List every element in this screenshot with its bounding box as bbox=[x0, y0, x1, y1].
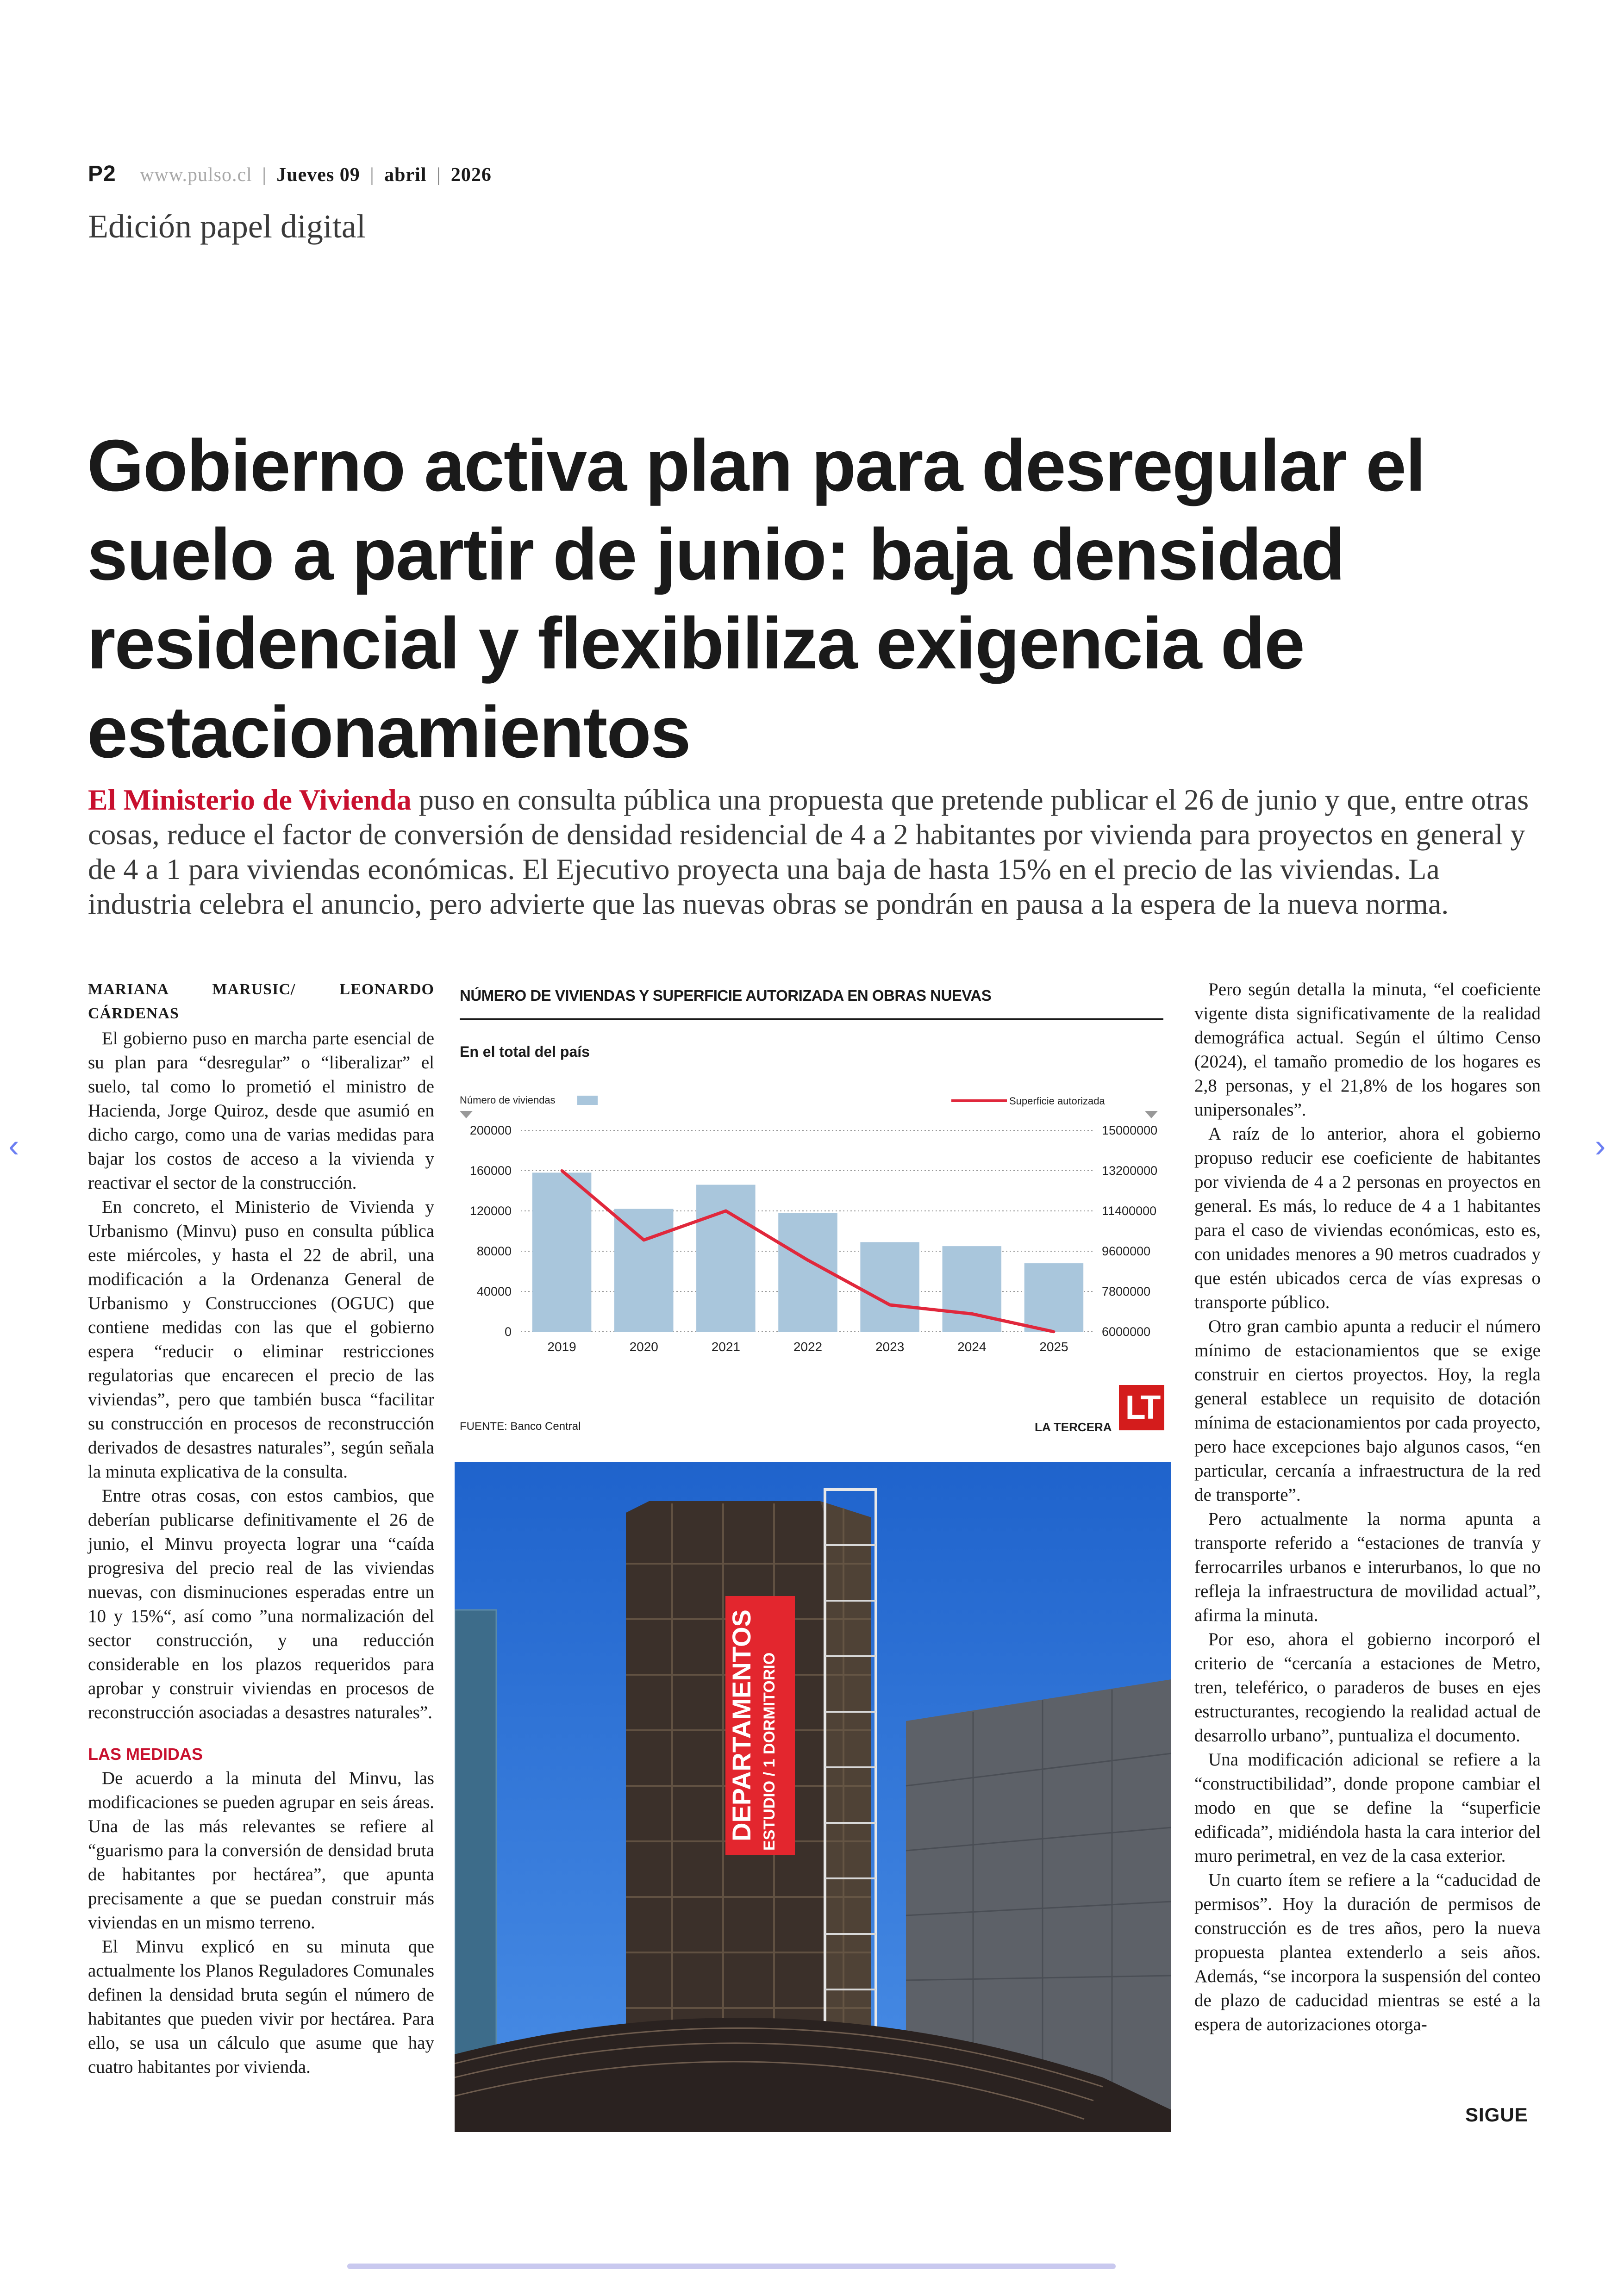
chart-divider bbox=[460, 1018, 1163, 1020]
chart-line-point bbox=[888, 1303, 891, 1306]
paragraph: De acuerdo a la minuta del Minvu, las modificaciones se pueden agrupar en seis áreas. Una de las más relevantes se refiere al “guarismo para la conversión de densidad bruta de habitantes por hectárea”, que apunta precisamente a que se puedan construir más viviendas en un mismo terreno. bbox=[88, 1768, 434, 1933]
la-tercera-logo: LT bbox=[1119, 1385, 1164, 1430]
banner-text-main: DEPARTAMENTOS bbox=[727, 1609, 756, 1841]
page-folio bbox=[88, 161, 492, 187]
chart-plot bbox=[456, 1070, 1171, 1413]
chart-bar bbox=[614, 1209, 674, 1332]
folio-divider: | bbox=[370, 164, 375, 186]
y-tick-right: 7800000 bbox=[1102, 1285, 1151, 1298]
lede-text: puso en consulta pública una propuesta que pretende publicar el 26 de junio y que, entre otras cosas, reduce el factor de conversión de densidad residencial de 4 a 2 habitantes por vivienda para proyectos en general y de 4 a 1 para viviendas económicas. El Ejecutivo proyecta una baja de hasta 15% en el precio de las viviendas. La industria celebra el anuncio, pero advierte que las nuevas obras se pondrán en pausa a la espera de la nueva norma. bbox=[88, 783, 1529, 920]
paragraph: Pero actualmente la norma apunta a transporte referido a “estaciones de tranvía y ferrocarriles urbanos e interurbanos, lo que no refleja la infraestructura de movilidad actual”, afirma la minuta. bbox=[1194, 1509, 1541, 1625]
y-tick-right: 9600000 bbox=[1102, 1244, 1151, 1258]
lede-highlight: El Ministerio de Vivienda bbox=[88, 783, 412, 816]
section-subhead: LAS MEDIDAS bbox=[88, 1745, 203, 1764]
axis-marker-icon bbox=[1145, 1111, 1158, 1118]
next-page-icon[interactable]: › bbox=[1595, 1128, 1606, 1164]
paragraph: Por eso, ahora el gobierno incorporó el criterio de “cercanía a estaciones de Metro, tren, teleférico, o paraderos de buses en ejes estructurantes, recogiendo la realidad actual de desarrollo urbano”, puntualiza el documento. bbox=[1194, 1629, 1541, 1746]
article-column-right bbox=[1194, 978, 1541, 2037]
paragraph: Un cuarto ítem se refiere a la “caducidad de permisos”. Hoy la duración de permisos de construcción es de tres años, pero la nueva propuesta plantea extenderlo a seis años. Además, “se incorpora la suspensión del conteo de plazo de caducidad mientras se esté a la espera de autorizaciones otorga- bbox=[1194, 1870, 1541, 2034]
page-number: P2 bbox=[88, 162, 116, 186]
chart-line-point bbox=[725, 1210, 727, 1212]
y-tick-right: 6000000 bbox=[1102, 1325, 1151, 1339]
chart-bar bbox=[1024, 1263, 1084, 1332]
chart-line-point bbox=[561, 1169, 563, 1172]
banner-text-sub: ESTUDIO / 1 DORMITORIO bbox=[761, 1652, 778, 1851]
axis-marker-icon bbox=[460, 1111, 473, 1118]
chart-line-point bbox=[806, 1259, 809, 1261]
x-tick-label: 2025 bbox=[1039, 1340, 1068, 1354]
x-tick-label: 2023 bbox=[875, 1340, 905, 1354]
chart-bar bbox=[696, 1185, 756, 1332]
legend-bars-label: Número de viviendas bbox=[460, 1094, 556, 1106]
paragraph: El gobierno puso en marcha parte esencial de su plan para “desregular” o “liberalizar” el suelo, tal como lo prometió el ministro de Hacienda, Jorge Quiroz, desde que asumió en dicho cargo, como una de varias medidas para bajar los costos de acceso a la vivienda y reactivar el sector de la construcción. bbox=[88, 1029, 434, 1193]
paragraph: Entre otras cosas, con estos cambios, que deberían publicarse definitivamente el 26 de junio, el Minvu proyecta lograr una “caída progresiva del precio real de las viviendas nuevas, con disminuciones esperadas entre un 10 y 15%“, así como ”una normalización del sector construcción, y una reducción considerable en los plazos requeridos para aprobar y construir viviendas en procesos de reconstrucción asociadas a desastres naturales”. bbox=[88, 1486, 434, 1722]
folio-year: 2026 bbox=[450, 164, 492, 186]
folio-divider: | bbox=[437, 164, 441, 186]
paragraph: El Minvu explicó en su minuta que actualmente los Planos Reguladores Comunales definen la densidad bruta según el número de habitantes que pueden vivir por hectárea. Para ello, se usa un cálculo que asume que hay cuatro habitantes por vivienda. bbox=[88, 1937, 434, 2077]
chart-brand: LA TERCERA bbox=[1035, 1420, 1112, 1434]
article-lede bbox=[88, 782, 1537, 921]
x-tick-label: 2019 bbox=[547, 1340, 576, 1354]
legend-line-label: Superficie autorizada bbox=[1009, 1095, 1105, 1107]
folio-divider: | bbox=[262, 164, 267, 186]
byline: MARIANA MARUSIC/ LEONARDO CÁRDENAS bbox=[88, 981, 434, 1022]
y-tick-left: 200000 bbox=[469, 1123, 512, 1137]
chart-line-point bbox=[643, 1239, 645, 1241]
continue-label: SIGUE bbox=[1465, 2104, 1528, 2126]
y-tick-left: 40000 bbox=[476, 1285, 512, 1298]
legend-bars-swatch bbox=[577, 1096, 598, 1105]
paragraph: En concreto, el Ministerio de Vivienda y Urbanismo (Minvu) puso en consulta pública este miércoles, y hasta el 22 de abril, una modificación a la Ordenanza General de Urbanismo y Construcciones (OGUC) que contiene medidas con las que el gobierno espera “reducir o eliminar restricciones regulatorias que encarecen el precio de las viviendas”, pero que también busca “facilitar su construcción en procesos de reconstrucción derivados de desastres naturales”, según señala la minuta explicativa de la consulta. bbox=[88, 1197, 434, 1482]
previous-page-icon[interactable]: ‹ bbox=[8, 1128, 19, 1164]
folio-month: abril bbox=[384, 164, 427, 186]
edition-label: Edición papel digital bbox=[88, 208, 366, 245]
y-tick-right: 15000000 bbox=[1102, 1123, 1158, 1137]
y-tick-right: 13200000 bbox=[1102, 1164, 1158, 1178]
paragraph: Otro gran cambio apunta a reducir el número mínimo de estacionamientos que se exige construir en ciertos proyectos. Hoy, la regla general establece un requisito de dotación mínima de estacionamientos por cada proyecto, pero hace excepciones bajo algunos casos, “en particular, cercanía a infraestructura de la red de transporte”. bbox=[1194, 1316, 1541, 1505]
y-tick-left: 120000 bbox=[469, 1204, 512, 1218]
chart-source: FUENTE: Banco Central bbox=[460, 1420, 581, 1433]
chart-bar bbox=[532, 1172, 592, 1332]
y-tick-left: 80000 bbox=[476, 1244, 512, 1258]
x-tick-label: 2022 bbox=[793, 1340, 823, 1354]
folio-day: Jueves 09 bbox=[276, 164, 360, 186]
paragraph: Una modificación adicional se refiere a la “constructibilidad”, donde propone cambiar el modo en que se define la “superficie edificada”, midiéndola hasta la cara interior del muro perimetral, en vez de la casa exterior. bbox=[1194, 1750, 1541, 1866]
chart-title: NÚMERO DE VIVIENDAS Y SUPERFICIE AUTORIZADA EN OBRAS NUEVAS bbox=[460, 987, 992, 1004]
x-tick-label: 2024 bbox=[957, 1340, 987, 1354]
chart-container bbox=[456, 978, 1171, 1450]
article-headline: Gobierno activa plan para desregular el suelo a partir de junio: baja densidad residencial y flexibiliza exigencia de estacionamientos bbox=[87, 425, 1425, 773]
chart-subtitle: En el total del país bbox=[460, 1043, 590, 1060]
y-tick-right: 11400000 bbox=[1102, 1204, 1157, 1218]
x-tick-label: 2021 bbox=[711, 1340, 741, 1354]
construction-photo bbox=[455, 1462, 1171, 2132]
chart-bar bbox=[860, 1242, 919, 1332]
construction-photo-illustration bbox=[455, 1462, 1171, 2132]
chart-line-point bbox=[970, 1312, 973, 1315]
paragraph: A raíz de lo anterior, ahora el gobierno propuso reducir ese coeficiente de habitantes por vivienda de 4 a 2 personas en proyectos en general. Es más, lo reduce de 4 a 1 habitantes para el caso de viviendas económicas, esto es, con unidades menores a 90 metros cuadrados y que estén ubicados cerca de vías expresas o transporte público. bbox=[1194, 1124, 1541, 1312]
horizontal-scrollbar[interactable] bbox=[347, 2264, 1116, 2269]
article-column-left bbox=[88, 978, 434, 2079]
y-tick-left: 160000 bbox=[469, 1164, 512, 1178]
site-url: www.pulso.cl bbox=[140, 164, 252, 186]
paragraph: Pero según detalla la minuta, “el coeficiente vigente dista significativamente de la realidad demográfica actual. Según el último Censo (2024), el tamaño promedio de los hogares es 2,8 personas, y el 21,8% de los hogares son unipersonales”. bbox=[1194, 979, 1541, 1120]
chart-line-point bbox=[1052, 1330, 1055, 1333]
x-tick-label: 2020 bbox=[629, 1340, 658, 1354]
y-tick-left: 0 bbox=[504, 1325, 512, 1339]
